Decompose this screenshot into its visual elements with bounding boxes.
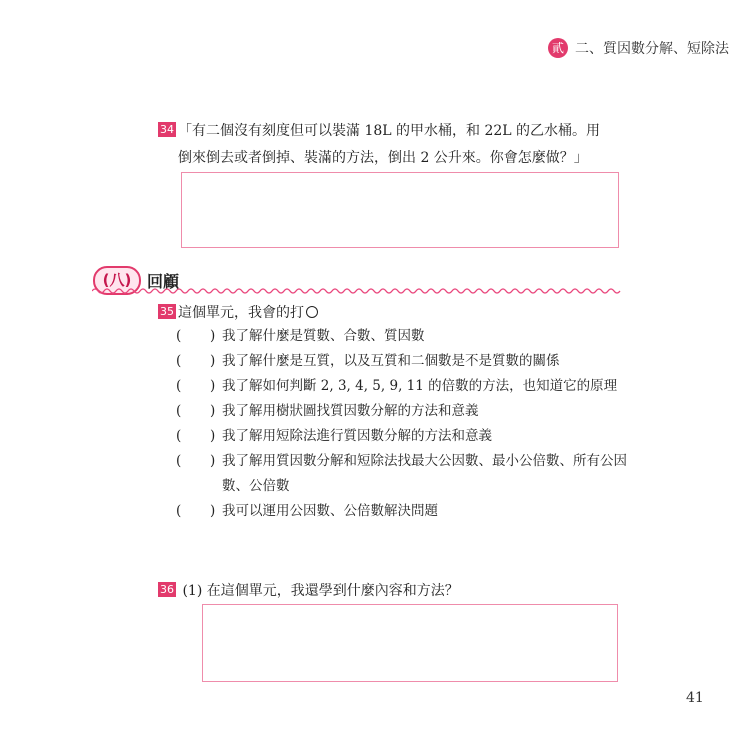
question-34-line1 xyxy=(158,118,628,145)
checklist-item xyxy=(176,324,636,349)
close-paren: ) xyxy=(210,453,216,469)
close-paren: ) xyxy=(210,353,216,369)
question-35 xyxy=(158,302,318,322)
section-number-badge: (八) xyxy=(93,266,141,295)
close-paren: ) xyxy=(210,328,216,344)
question-34 xyxy=(158,118,628,172)
open-paren: ( xyxy=(176,403,182,419)
close-paren: ) xyxy=(210,403,216,419)
chapter-badge: 貳 xyxy=(548,38,568,58)
checklist-item xyxy=(176,424,636,449)
open-paren: ( xyxy=(176,353,182,369)
chapter-header xyxy=(548,38,729,58)
open-paren: ( xyxy=(176,378,182,394)
checklist-item xyxy=(176,399,636,424)
answer-box-36[interactable] xyxy=(202,604,618,682)
checklist-item-text: 我了解用質因數分解和短除法找最大公因數、最小公倍數、所有公因數、公倍數 xyxy=(222,453,627,494)
wavy-underline xyxy=(92,284,622,298)
check-parentheses[interactable] xyxy=(176,349,222,374)
checklist-item-text: 我了解什麼是質數、合數、質因數 xyxy=(222,328,425,344)
close-paren: ) xyxy=(210,428,216,444)
question-number-badge: 34 xyxy=(160,123,174,136)
check-parentheses[interactable] xyxy=(176,324,222,349)
review-checklist xyxy=(176,324,636,524)
checklist-item-text: 我可以運用公因數、公倍數解決問題 xyxy=(222,503,438,519)
section-number: 八 xyxy=(109,271,125,289)
question-36-text: (1) 在這個單元，我還學到什麼內容和方法？ xyxy=(182,583,459,599)
question-number-badge: 36 xyxy=(160,583,174,596)
open-paren: ( xyxy=(176,503,182,519)
check-parentheses[interactable] xyxy=(176,449,222,499)
check-parentheses[interactable] xyxy=(176,499,222,524)
checklist-item xyxy=(176,499,636,524)
question-34-text-1: 「有二個沒有刻度但可以裝滿 18L 的甲水桶，和 22L 的乙水桶。用 xyxy=(178,123,601,139)
circle-mark-icon xyxy=(306,306,318,318)
section-title: 回顧 xyxy=(147,272,180,291)
open-paren: ( xyxy=(176,328,182,344)
checklist-item-text: 我了解什麼是互質，以及互質和二個數是不是質數的關係 xyxy=(222,353,560,369)
checklist-item-text: 我了解用樹狀圖找質因數分解的方法和意義 xyxy=(222,403,479,419)
checklist-item xyxy=(176,449,636,499)
check-parentheses[interactable] xyxy=(176,424,222,449)
question-35-prompt: 這個單元，我會的打 xyxy=(178,305,304,321)
check-parentheses[interactable] xyxy=(176,399,222,424)
question-number-badge: 35 xyxy=(160,305,174,318)
checklist-item xyxy=(176,374,636,399)
checklist-item xyxy=(176,349,636,374)
close-paren: ) xyxy=(210,503,216,519)
answer-box-34[interactable] xyxy=(181,172,619,248)
checklist-item-text: 我了解用短除法進行質因數分解的方法和意義 xyxy=(222,428,492,444)
checklist-item-text: 我了解如何判斷 2, 3, 4, 5, 9, 11 的倍數的方法，也知道它的原理 xyxy=(222,378,618,394)
check-parentheses[interactable] xyxy=(176,374,222,399)
open-paren: ( xyxy=(176,453,182,469)
open-paren: ( xyxy=(176,428,182,444)
page-number: 41 xyxy=(686,690,704,706)
chapter-title: 二、質因數分解、短除法 xyxy=(575,41,729,57)
question-34-text-2: 倒來倒去或者倒掉、裝滿的方法，倒出 2 公升來。你會怎麼做？」 xyxy=(178,150,588,166)
close-paren: ) xyxy=(210,378,216,394)
question-36 xyxy=(158,580,459,600)
